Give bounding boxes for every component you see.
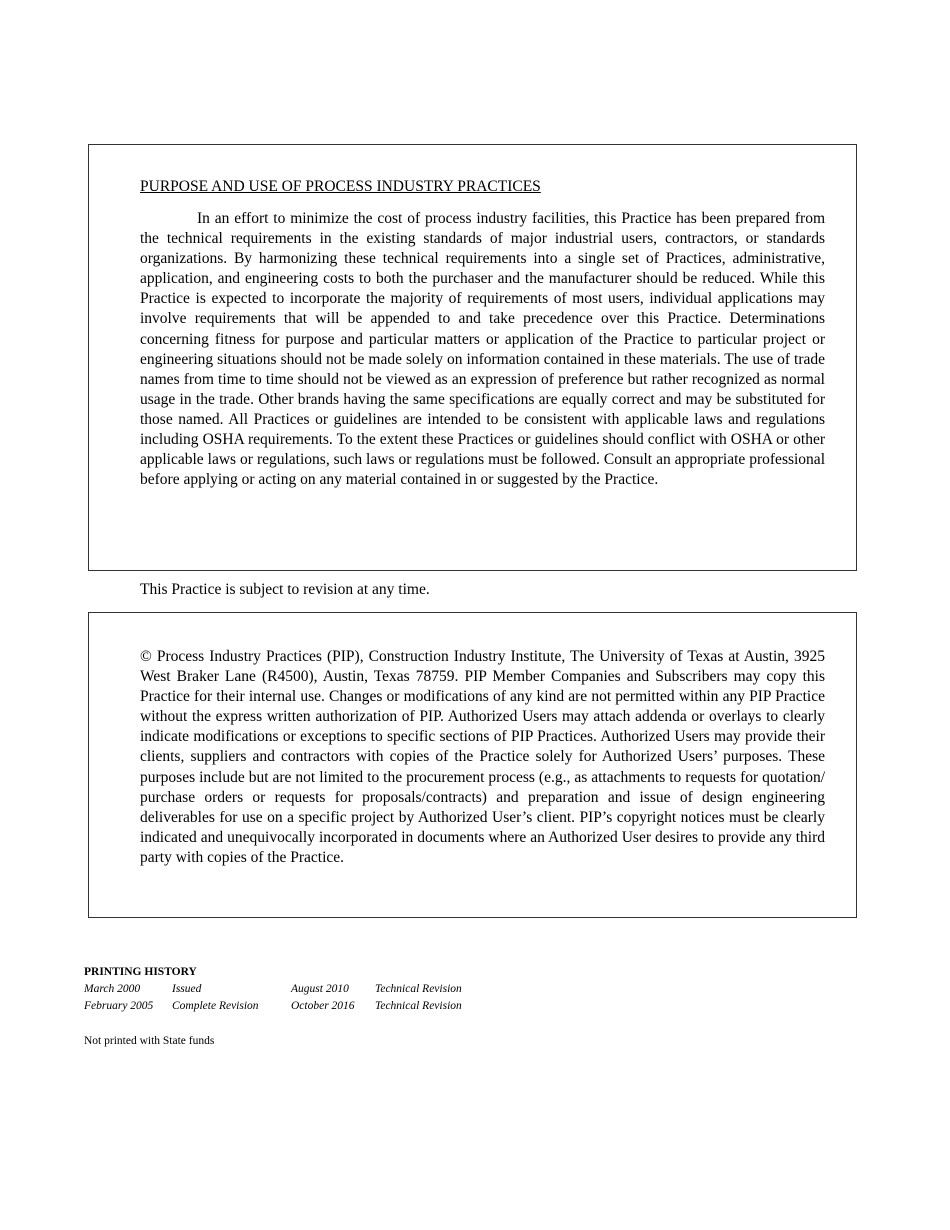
history-description: Technical Revision <box>375 983 462 995</box>
history-row <box>84 981 462 998</box>
purpose-heading: PURPOSE AND USE OF PROCESS INDUSTRY PRACTICES <box>140 178 541 195</box>
history-date: August 2010 <box>291 983 349 995</box>
history-date: October 2016 <box>291 1000 355 1012</box>
history-description: Complete Revision <box>172 1000 259 1012</box>
history-date: February 2005 <box>84 1000 154 1012</box>
copyright-box <box>88 612 857 918</box>
copyright-box-content <box>140 647 825 868</box>
history-description: Issued <box>172 983 202 995</box>
history-description: Technical Revision <box>375 1000 462 1012</box>
printing-history-table <box>84 981 462 1015</box>
state-funds-note: Not printed with State funds <box>84 1035 215 1047</box>
purpose-box-content <box>140 177 825 490</box>
printing-history <box>84 964 462 1015</box>
history-row <box>84 998 462 1015</box>
revision-note: This Practice is subject to revision at any time. <box>140 581 430 598</box>
purpose-paragraph: In an effort to minimize the cost of process industry facilities, this Practice has been prepared from the technical requirements in the existing standards of major industrial users, contractors, or standards organizations. By harmonizing these technical requirements into a single set of Practices, administrative, application, and engineering costs to both the purchaser and the manufacturer should be reduced. While this Practice is expected to incorporate the majority of requirements of most users, individual applications may involve requirements that will be appended to and take precedence over this Practice. Determinations concerning fitness for purpose and particular matters or application of the Practice to particular project or engineering situations should not be made solely on information contained in these materials. The use of trade names from time to time should not be viewed as an expression of preference but rather recognized as normal usage in the trade. Other brands having the same specifications are equally correct and may be substituted for those named. All Practices or guidelines are intended to be consistent with applicable laws and regulations including OSHA requirements. To the extent these Practices or guidelines should conflict with OSHA or other applicable laws or regulations, such laws or regulations must be followed. Consult an appropriate professional before applying or acting on any material contained in or suggested by the Practice. <box>140 210 825 489</box>
purpose-box <box>88 144 857 571</box>
copyright-paragraph: © Process Industry Practices (PIP), Construction Industry Institute, The University of Texas at Austin, 3925 West Braker Lane (R4500), Austin, Texas 78759. PIP Member Companies and Subscribers may copy this Practice for their internal use. Changes or modifications of any kind are not permitted within any PIP Practice without the express written authorization of PIP. Authorized Users may attach addenda or overlays to clearly indicate modifications or exceptions to specific sections of PIP Practices. Authorized Users may provide their clients, suppliers and contractors with copies of the Practice solely for Authorized Users’ purposes. These purposes include but are not limited to the procurement process (e.g., as attachments to requests for quotation/ purchase orders or requests for proposals/contracts) and preparation and issue of design engineering deliverables for use on a specific project by Authorized User’s client. PIP’s copyright notices must be clearly indicated and unequivocally incorporated in documents where an Authorized User desires to provide any third party with copies of the Practice. <box>140 648 825 866</box>
history-date: March 2000 <box>84 983 141 995</box>
printing-history-title: PRINTING HISTORY <box>84 966 197 978</box>
